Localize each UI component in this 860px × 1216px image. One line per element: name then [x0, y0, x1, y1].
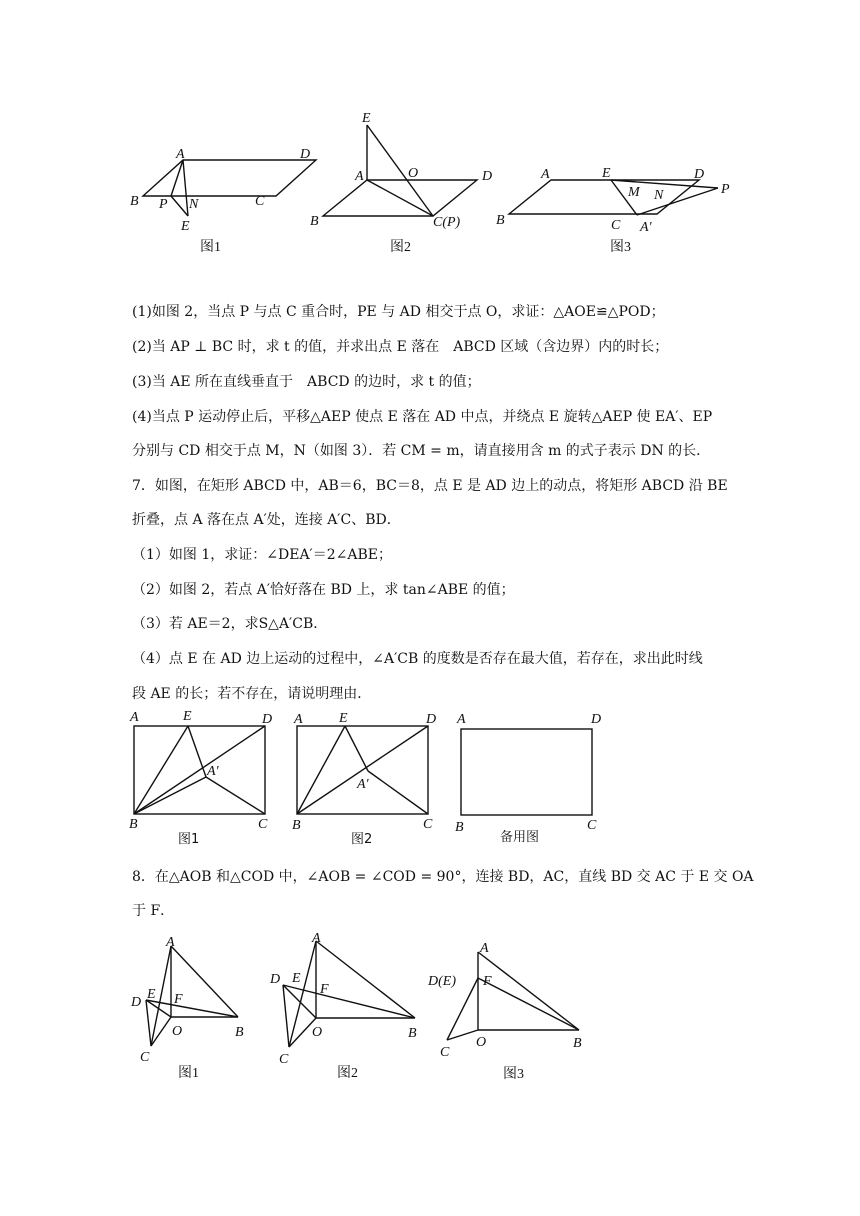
label-P: P	[721, 182, 730, 197]
label-E: E	[181, 219, 190, 234]
label-C: C	[423, 817, 433, 832]
q7-line-3: （1）如图 1，求证：∠DEA′＝2∠ABE；	[132, 547, 392, 563]
label-A: A	[457, 712, 466, 727]
label-A: A	[176, 147, 185, 162]
label-P: P	[159, 197, 168, 212]
label-F: F	[174, 992, 183, 1007]
q6-figure-3	[496, 166, 730, 255]
label-D: D	[300, 147, 311, 162]
label-C: C	[587, 818, 597, 833]
caption-fig1: 图1	[200, 240, 221, 255]
q7-line-2: 折叠，点 A 落在点 A′处，连接 A′C、BD．	[132, 512, 401, 528]
label-E: E	[602, 166, 611, 181]
q6-part-2: (2)当 AP ⊥ BC 时，求 t 的值，并求出点 E 落在 ABCD 区域（含边界）内的时长；	[132, 339, 669, 355]
label-E: E	[339, 711, 348, 726]
label-M: M	[628, 185, 640, 200]
label-C: C	[440, 1045, 450, 1060]
label-A: A	[294, 712, 303, 727]
label-CP: C(P)	[433, 215, 461, 230]
label-D: D	[591, 712, 602, 727]
q7-line-4: （2）如图 2，若点 A′恰好落在 BD 上，求 tan∠ABE 的值；	[132, 582, 515, 598]
label-A: A	[130, 710, 139, 725]
label-E: E	[362, 111, 371, 126]
label-B: B	[455, 820, 464, 835]
caption-fig3: 图3	[610, 240, 631, 255]
label-C: C	[279, 1052, 289, 1067]
label-B: B	[292, 818, 301, 833]
label-D: D	[270, 972, 281, 987]
label-N: N	[189, 197, 199, 212]
label-A-prime: A′	[207, 764, 219, 779]
label-B: B	[130, 194, 139, 209]
label-A: A	[312, 931, 321, 946]
caption-fig2: 图2	[390, 240, 411, 255]
figure-row-3	[120, 925, 620, 1090]
label-O: O	[172, 1024, 183, 1039]
label-E: E	[292, 971, 301, 986]
caption-fig2: 图2	[337, 1066, 358, 1081]
label-B: B	[310, 214, 319, 229]
q7-line-6: （4）点 E 在 AD 边上运动的过程中，∠A′CB 的度数是否存在最大值，若存在，求出此时线	[132, 651, 703, 667]
label-F: F	[320, 982, 329, 997]
label-C: C	[140, 1050, 150, 1065]
q6-figure-1	[130, 147, 316, 255]
figure-row-1	[120, 105, 740, 265]
q8-line-2: 于 F．	[132, 903, 175, 919]
label-D: D	[482, 169, 493, 184]
label-A: A	[166, 935, 175, 950]
label-C: C	[611, 218, 621, 233]
label-O: O	[408, 166, 419, 181]
label-E: E	[183, 709, 192, 724]
label-B: B	[235, 1025, 244, 1040]
q7-line-1: 7．如图，在矩形 ABCD 中，AB＝6，BC＝8，点 E 是 AD 边上的动点，将矩形 ABCD 沿 BE	[132, 478, 728, 494]
q6-part-4b: 分别与 CD 相交于点 M，N（如图 3）．若 CM = m，请直接用含 m 的式子表示 DN 的长．	[132, 443, 711, 459]
label-B: B	[573, 1036, 582, 1051]
q7-spare-figure	[455, 712, 601, 845]
caption-fig2: 图2	[351, 832, 373, 847]
q7-figure-2	[292, 711, 436, 847]
q6-figure-2	[310, 111, 492, 255]
label-B: B	[129, 817, 138, 832]
caption-fig1: 图1	[178, 832, 200, 847]
q7-figure-1	[129, 709, 272, 847]
label-A: A	[480, 941, 489, 956]
q8-figure-1	[130, 935, 244, 1081]
label-F: F	[483, 974, 492, 989]
q8-figure-3	[427, 941, 582, 1082]
label-O: O	[312, 1025, 323, 1040]
label-O: O	[476, 1035, 487, 1050]
caption-spare: 备用图	[500, 830, 540, 845]
label-A-prime: A′	[640, 220, 652, 235]
label-D-E: D(E)	[428, 974, 456, 989]
q8-figure-2	[269, 931, 417, 1081]
label-B: B	[496, 213, 505, 228]
q6-part-1: (1)如图 2，当点 P 与点 C 重合时，PE 与 AD 相交于点 O，求证：△AOE≌△POD；	[132, 304, 665, 320]
caption-fig1: 图1	[178, 1066, 199, 1081]
label-A-prime: A′	[357, 777, 369, 792]
q6-part-3: (3)当 AE 所在直线垂直于 ABCD 的边时，求 t 的值；	[132, 374, 481, 390]
figure-row-2	[120, 705, 620, 855]
label-A: A	[541, 167, 550, 182]
q7-line-7: 段 AE 的长；若不存在，请说明理由．	[132, 686, 372, 702]
label-D: D	[426, 712, 437, 727]
label-D: D	[694, 167, 705, 182]
label-B: B	[408, 1026, 417, 1041]
label-N: N	[654, 188, 664, 203]
label-D: D	[131, 995, 142, 1010]
q6-part-4a: (4)当点 P 运动停止后，平移△AEP 使点 E 落在 AD 中点，并绕点 E 旋转△AEP 使 EA′、EP	[132, 409, 713, 425]
caption-fig3: 图3	[503, 1067, 524, 1082]
q7-line-5: （3）若 AE＝2，求S△A′CB．	[132, 616, 328, 632]
label-C: C	[258, 817, 268, 832]
label-A: A	[355, 169, 364, 184]
q8-line-1: 8．在△AOB 和△COD 中，∠AOB = ∠COD = 90°，连接 BD，AC，直线 BD 交 AC 于 E 交 OA	[132, 869, 754, 885]
label-C: C	[255, 194, 265, 209]
label-E: E	[147, 987, 156, 1002]
label-D: D	[262, 712, 273, 727]
